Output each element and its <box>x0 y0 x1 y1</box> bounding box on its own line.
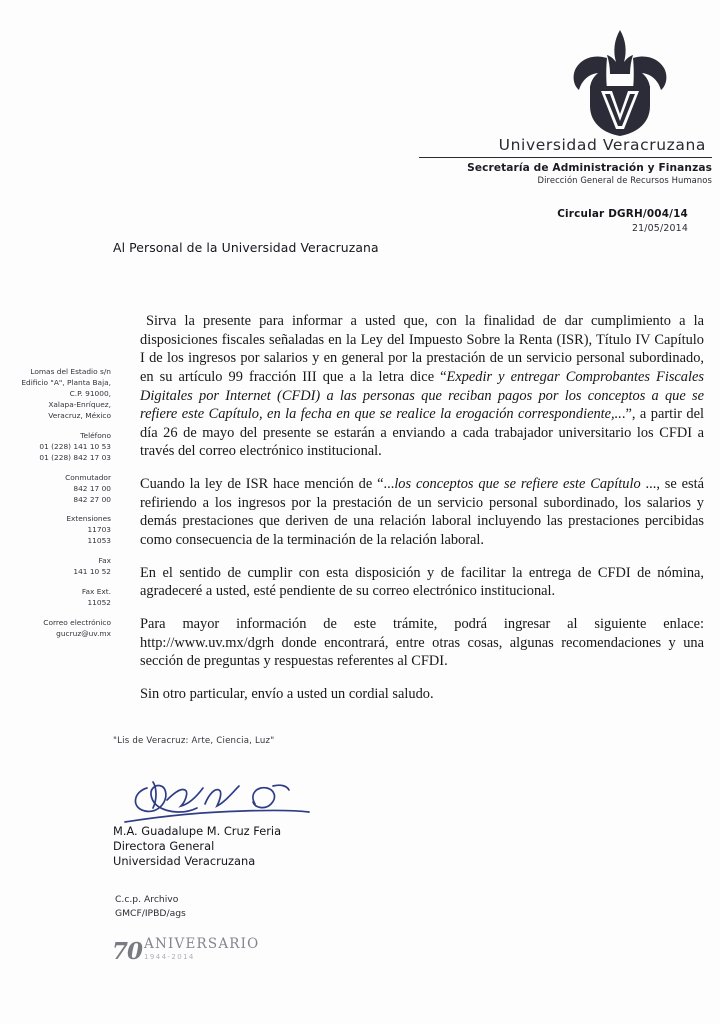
contact-group-conmutador <box>8 473 111 506</box>
carbon-copy-block <box>115 893 186 922</box>
address-line: Edificio "A", Planta Baja, <box>21 377 111 387</box>
p1-part-b: .”, a partir del día 26 de mayo del presente se estarán a enviando a cada trabajador universitario los CFDI a través del correo electrónico institucional. <box>140 406 704 460</box>
p2-part-b: ..., se está refiriendo a los ingresos por la prestación de un servicio personal subordinado, los salarios y demás prestaciones que deriven de una relación laboral incluyendo las prestaciones percibidas como consecuencia de la terminación de la relación laboral. <box>140 476 705 549</box>
paragraph-4: Para mayor información de este trámite, podrá ingresar al siguiente enlace: http://www.uv.mx/dgrh donde encontrará, entre otras cosas, algunas recomendaciones y una sección de preguntas y respuestas referentes al CFDI. <box>140 615 704 670</box>
signer-details <box>113 824 443 869</box>
group-label: Fax Ext. <box>81 587 111 597</box>
logo-container <box>392 28 712 140</box>
anniversary-years: 1944-2014 <box>144 952 195 961</box>
institutional-motto: "Lis de Veracruz: Arte, Ciencia, Luz" <box>113 736 275 746</box>
group-value: 01 (228) 141 10 53 <box>39 441 111 451</box>
ccp-initials: GMCF/IPBD/ags <box>115 908 186 920</box>
reference-block <box>557 208 688 234</box>
circular-number: Circular DGRH/004/14 <box>557 208 688 220</box>
secretariat-name: Secretaría de Administración y Finanzas <box>467 162 712 175</box>
contact-group-email <box>8 618 111 640</box>
paragraph-1 <box>140 312 704 461</box>
paragraph-2 <box>140 475 704 550</box>
direction-name: Dirección General de Recursos Humanos <box>537 175 712 186</box>
p1-quote: Expedir y entregar Comprobantes Fiscales Digitales por Internet (CFDI) a las personas que reciban pagos por los conceptos a que se refiere este Capítulo, en la fecha en que se realice la erogación correspondiente,.. <box>140 368 704 423</box>
group-value: 11053 <box>87 536 111 546</box>
header-divider <box>419 157 712 158</box>
group-value: 01 (228) 842 17 03 <box>39 452 111 462</box>
anniversary-number: 70 <box>112 937 143 965</box>
paragraph-3: En el sentido de cumplir con esta disposición y de facilitar la entrega de CFDI de nómina, agradeceré a usted, esté pendiente de su correo electrónico institucional. <box>140 564 704 600</box>
p1-part-a: Sirva la presente para informar a usted que, con la finalidad de dar cumplimiento a la disposiciones fiscales señaladas en la Ley del Impuesto Sobre la Renta (ISR), Título IV Capítulo I de los ingresos por salarios y en general por la prestación de un servicio personal subordinado, en su artículo 99 fracción III que a la letra dice “ <box>140 313 704 385</box>
group-label: Teléfono <box>80 430 111 440</box>
group-label: Fax <box>98 556 111 566</box>
signer-title: Directora General <box>113 839 215 854</box>
anniversary-word: ANIVERSARIO <box>144 936 260 952</box>
anniversary-logo <box>112 938 259 963</box>
group-value: 842 17 00 <box>73 483 111 493</box>
address-line: Veracruz, México <box>48 410 111 420</box>
address-line: C.P. 91000, <box>69 388 111 398</box>
fleur-de-lis-v-shield-icon <box>560 28 680 140</box>
contact-group-fax <box>8 556 111 578</box>
contact-group-telefono <box>8 431 111 464</box>
contact-group-extensiones <box>8 514 111 547</box>
ccp-archive: C.c.p. Archivo <box>115 894 179 905</box>
contact-group-fax-ext <box>8 587 111 609</box>
letter-body <box>140 312 704 718</box>
anniversary-text <box>144 938 259 963</box>
circular-date: 21/05/2014 <box>631 223 688 234</box>
p2-quote: los conceptos que se refiere este Capítulo <box>394 476 641 493</box>
signer-name: M.A. Guadalupe M. Cruz Feria <box>113 824 282 838</box>
address-group <box>8 367 111 422</box>
group-label: Correo electrónico <box>43 618 111 628</box>
contact-sidebar <box>8 367 111 649</box>
university-name: Universidad Veracruzana <box>498 136 706 154</box>
paragraph-5: Sin otro particular, envío a usted un cordial saludo. <box>140 685 434 702</box>
group-value: 11703 <box>87 525 111 535</box>
addressee-line: Al Personal de la Universidad Veracruzana <box>113 240 379 255</box>
group-label: Conmutador <box>65 472 111 482</box>
email-value[interactable]: gucruz@uv.mx <box>56 629 111 639</box>
group-value: 11052 <box>87 598 111 608</box>
letterhead <box>392 28 712 185</box>
signer-institution: Universidad Veracruzana <box>113 854 256 869</box>
group-value: 842 27 00 <box>73 494 111 504</box>
handwritten-signature-icon <box>123 778 423 830</box>
address-line: Xalapa-Enríquez, <box>48 399 111 409</box>
group-value: 141 10 52 <box>73 567 111 577</box>
address-line: Lomas del Estadio s/n <box>30 367 111 376</box>
group-label: Extensiones <box>66 514 111 524</box>
p2-part-a: Cuando la ley de ISR hace mención de “... <box>140 476 395 493</box>
signature-block <box>113 778 443 869</box>
